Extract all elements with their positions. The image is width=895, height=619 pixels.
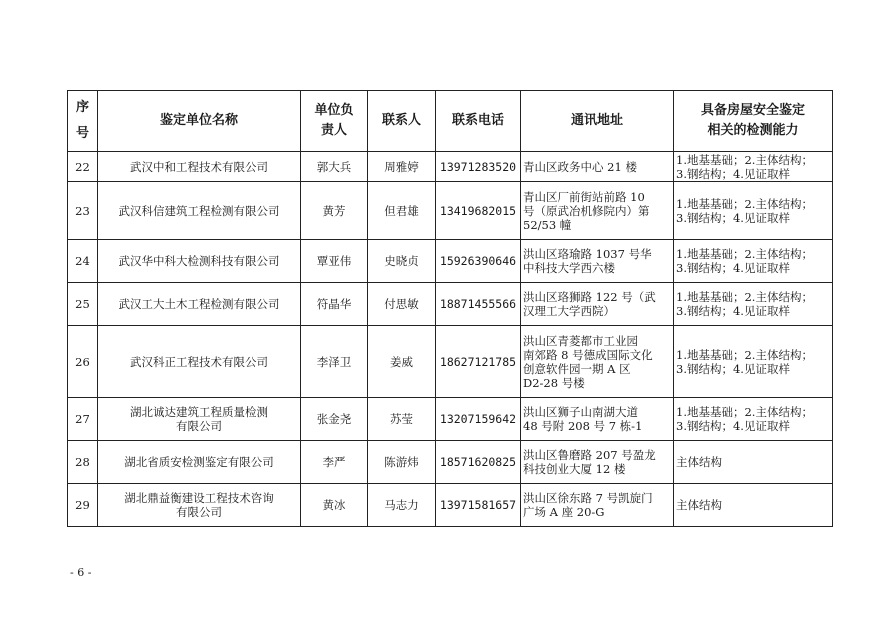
cell-capability xyxy=(674,484,833,527)
header-address: 通讯地址 xyxy=(521,91,674,152)
header-capability: 具备房屋安全鉴定 相关的检测能力 xyxy=(674,91,833,152)
cell-seq: 29 xyxy=(68,484,98,527)
table-row xyxy=(68,240,833,283)
capability-line: 3.钢结构；4.见证取样 xyxy=(676,419,790,433)
header-phone: 联系电话 xyxy=(436,91,521,152)
cell-seq: 23 xyxy=(68,182,98,240)
cell-phone: 18571620825 xyxy=(436,441,521,484)
address-line: 洪山区珞瑜路 1037 号华 xyxy=(523,247,652,261)
cell-unit-name xyxy=(98,283,301,326)
unit_name-line: 武汉科信建筑工程检测有限公司 xyxy=(118,203,280,218)
cell-seq: 26 xyxy=(68,326,98,398)
cell-person-in-charge: 李泽卫 xyxy=(301,326,368,398)
cell-address xyxy=(521,484,674,527)
unit_name-line: 湖北诚达建筑工程质量检测 xyxy=(130,405,268,419)
address-line: 广场 A 座 20-G xyxy=(523,505,605,519)
cell-address xyxy=(521,283,674,326)
unit_name-line: 有限公司 xyxy=(176,419,222,433)
cell-capability xyxy=(674,283,833,326)
cell-person-in-charge: 李严 xyxy=(301,441,368,484)
page-number: - 6 - xyxy=(70,566,92,579)
capability-line: 3.钢结构；4.见证取样 xyxy=(676,361,790,376)
cell-seq: 28 xyxy=(68,441,98,484)
address-line: D2-28 号楼 xyxy=(523,375,585,390)
header-person-in-charge: 单位负 责人 xyxy=(301,91,368,152)
cell-capability xyxy=(674,240,833,283)
cell-capability xyxy=(674,398,833,441)
unit_name-line: 武汉华中科大检测科技有限公司 xyxy=(118,254,280,268)
header-seq: 序 号 xyxy=(68,91,98,152)
address-line: 青山区厂前街站前路 10 xyxy=(523,189,645,204)
table-row xyxy=(68,182,833,240)
cell-person-in-charge: 覃亚伟 xyxy=(301,240,368,283)
address-line: 号（原武冶机修院内）第 xyxy=(523,203,650,218)
address-line: 青山区政务中心 21 楼 xyxy=(523,159,637,174)
address-line: 洪山区徐东路 7 号凯旋门 xyxy=(523,491,653,505)
capability-line: 1.地基基础；2.主体结构； xyxy=(676,196,813,211)
address-line: 中科技大学西六楼 xyxy=(523,261,615,275)
address-line: 汉理工大学西院） xyxy=(523,304,615,318)
cell-address xyxy=(521,441,674,484)
cell-phone: 13207159642 xyxy=(436,398,521,441)
capability-line: 1.地基基础；2.主体结构； xyxy=(676,152,813,167)
address-line: 洪山区青菱都市工业园 xyxy=(523,333,638,348)
address-line: 洪山区珞狮路 122 号（武 xyxy=(523,290,656,304)
capability-line: 1.地基基础；2.主体结构； xyxy=(676,347,813,362)
capability-line: 1.地基基础；2.主体结构； xyxy=(676,405,813,419)
table-row xyxy=(68,283,833,326)
cell-seq: 24 xyxy=(68,240,98,283)
cell-unit-name xyxy=(98,484,301,527)
cell-unit-name xyxy=(98,441,301,484)
cell-unit-name xyxy=(98,326,301,398)
header-unit-name: 鉴定单位名称 xyxy=(98,91,301,152)
cell-person-in-charge: 郭大兵 xyxy=(301,152,368,182)
unit_name-line: 武汉科正工程技术有限公司 xyxy=(130,354,268,369)
address-line: 洪山区鲁磨路 207 号盈龙 xyxy=(523,448,656,462)
cell-person-in-charge: 张金尧 xyxy=(301,398,368,441)
cell-person-in-charge: 符晶华 xyxy=(301,283,368,326)
cell-unit-name xyxy=(98,398,301,441)
address-line: 洪山区狮子山南湖大道 xyxy=(523,405,638,419)
cell-phone: 15926390646 xyxy=(436,240,521,283)
unit_name-line: 湖北鼎益衡建设工程技术咨询 xyxy=(124,491,274,505)
capability-line: 3.钢结构；4.见证取样 xyxy=(676,304,790,318)
capability-line: 主体结构 xyxy=(676,455,722,469)
capability-line: 3.钢结构；4.见证取样 xyxy=(676,166,790,181)
cell-seq: 25 xyxy=(68,283,98,326)
cell-person-in-charge: 黄冰 xyxy=(301,484,368,527)
cell-address xyxy=(521,182,674,240)
cell-contact: 陈游炜 xyxy=(368,441,436,484)
cell-capability xyxy=(674,152,833,182)
unit_name-line: 武汉中和工程技术有限公司 xyxy=(130,159,268,174)
table-row xyxy=(68,441,833,484)
cell-seq: 22 xyxy=(68,152,98,182)
cell-contact: 但君雄 xyxy=(368,182,436,240)
unit_name-line: 湖北省质安检测鉴定有限公司 xyxy=(124,455,274,469)
address-line: 创意软件园一期 A 区 xyxy=(523,361,631,376)
cell-contact: 马志力 xyxy=(368,484,436,527)
cell-unit-name xyxy=(98,182,301,240)
cell-contact: 史晓贞 xyxy=(368,240,436,283)
capability-line: 1.地基基础；2.主体结构； xyxy=(676,290,813,304)
capability-line: 主体结构 xyxy=(676,498,722,512)
address-line: 52/53 幢 xyxy=(523,217,572,232)
capability-line: 1.地基基础；2.主体结构； xyxy=(676,247,813,261)
cell-person-in-charge: 黄芳 xyxy=(301,182,368,240)
table-header-row xyxy=(68,91,833,152)
cell-address xyxy=(521,398,674,441)
cell-unit-name xyxy=(98,240,301,283)
cell-address xyxy=(521,152,674,182)
cell-unit-name xyxy=(98,152,301,182)
cell-phone: 18627121785 xyxy=(436,326,521,398)
capability-line: 3.钢结构；4.见证取样 xyxy=(676,261,790,275)
cell-contact: 苏莹 xyxy=(368,398,436,441)
table-row xyxy=(68,484,833,527)
cell-phone: 18871455566 xyxy=(436,283,521,326)
cell-capability xyxy=(674,326,833,398)
address-line: 南郊路 8 号德成国际文化 xyxy=(523,347,653,362)
cell-address xyxy=(521,240,674,283)
table-row xyxy=(68,398,833,441)
header-contact: 联系人 xyxy=(368,91,436,152)
table-row xyxy=(68,152,833,182)
table-row xyxy=(68,326,833,398)
capability-line: 3.钢结构；4.见证取样 xyxy=(676,210,790,225)
cell-phone: 13971581657 xyxy=(436,484,521,527)
cell-capability xyxy=(674,441,833,484)
unit_name-line: 武汉工大土木工程检测有限公司 xyxy=(118,297,280,311)
cell-phone: 13971283520 xyxy=(436,152,521,182)
cell-phone: 13419682015 xyxy=(436,182,521,240)
cell-contact: 付思敏 xyxy=(368,283,436,326)
cell-seq: 27 xyxy=(68,398,98,441)
cell-address xyxy=(521,326,674,398)
address-line: 48 号附 208 号 7 栋-1 xyxy=(523,419,643,433)
cell-capability xyxy=(674,182,833,240)
appraisal-units-table xyxy=(67,90,833,527)
unit_name-line: 有限公司 xyxy=(176,505,222,519)
address-line: 科技创业大厦 12 楼 xyxy=(523,462,626,476)
cell-contact: 姜威 xyxy=(368,326,436,398)
cell-contact: 周雅婷 xyxy=(368,152,436,182)
